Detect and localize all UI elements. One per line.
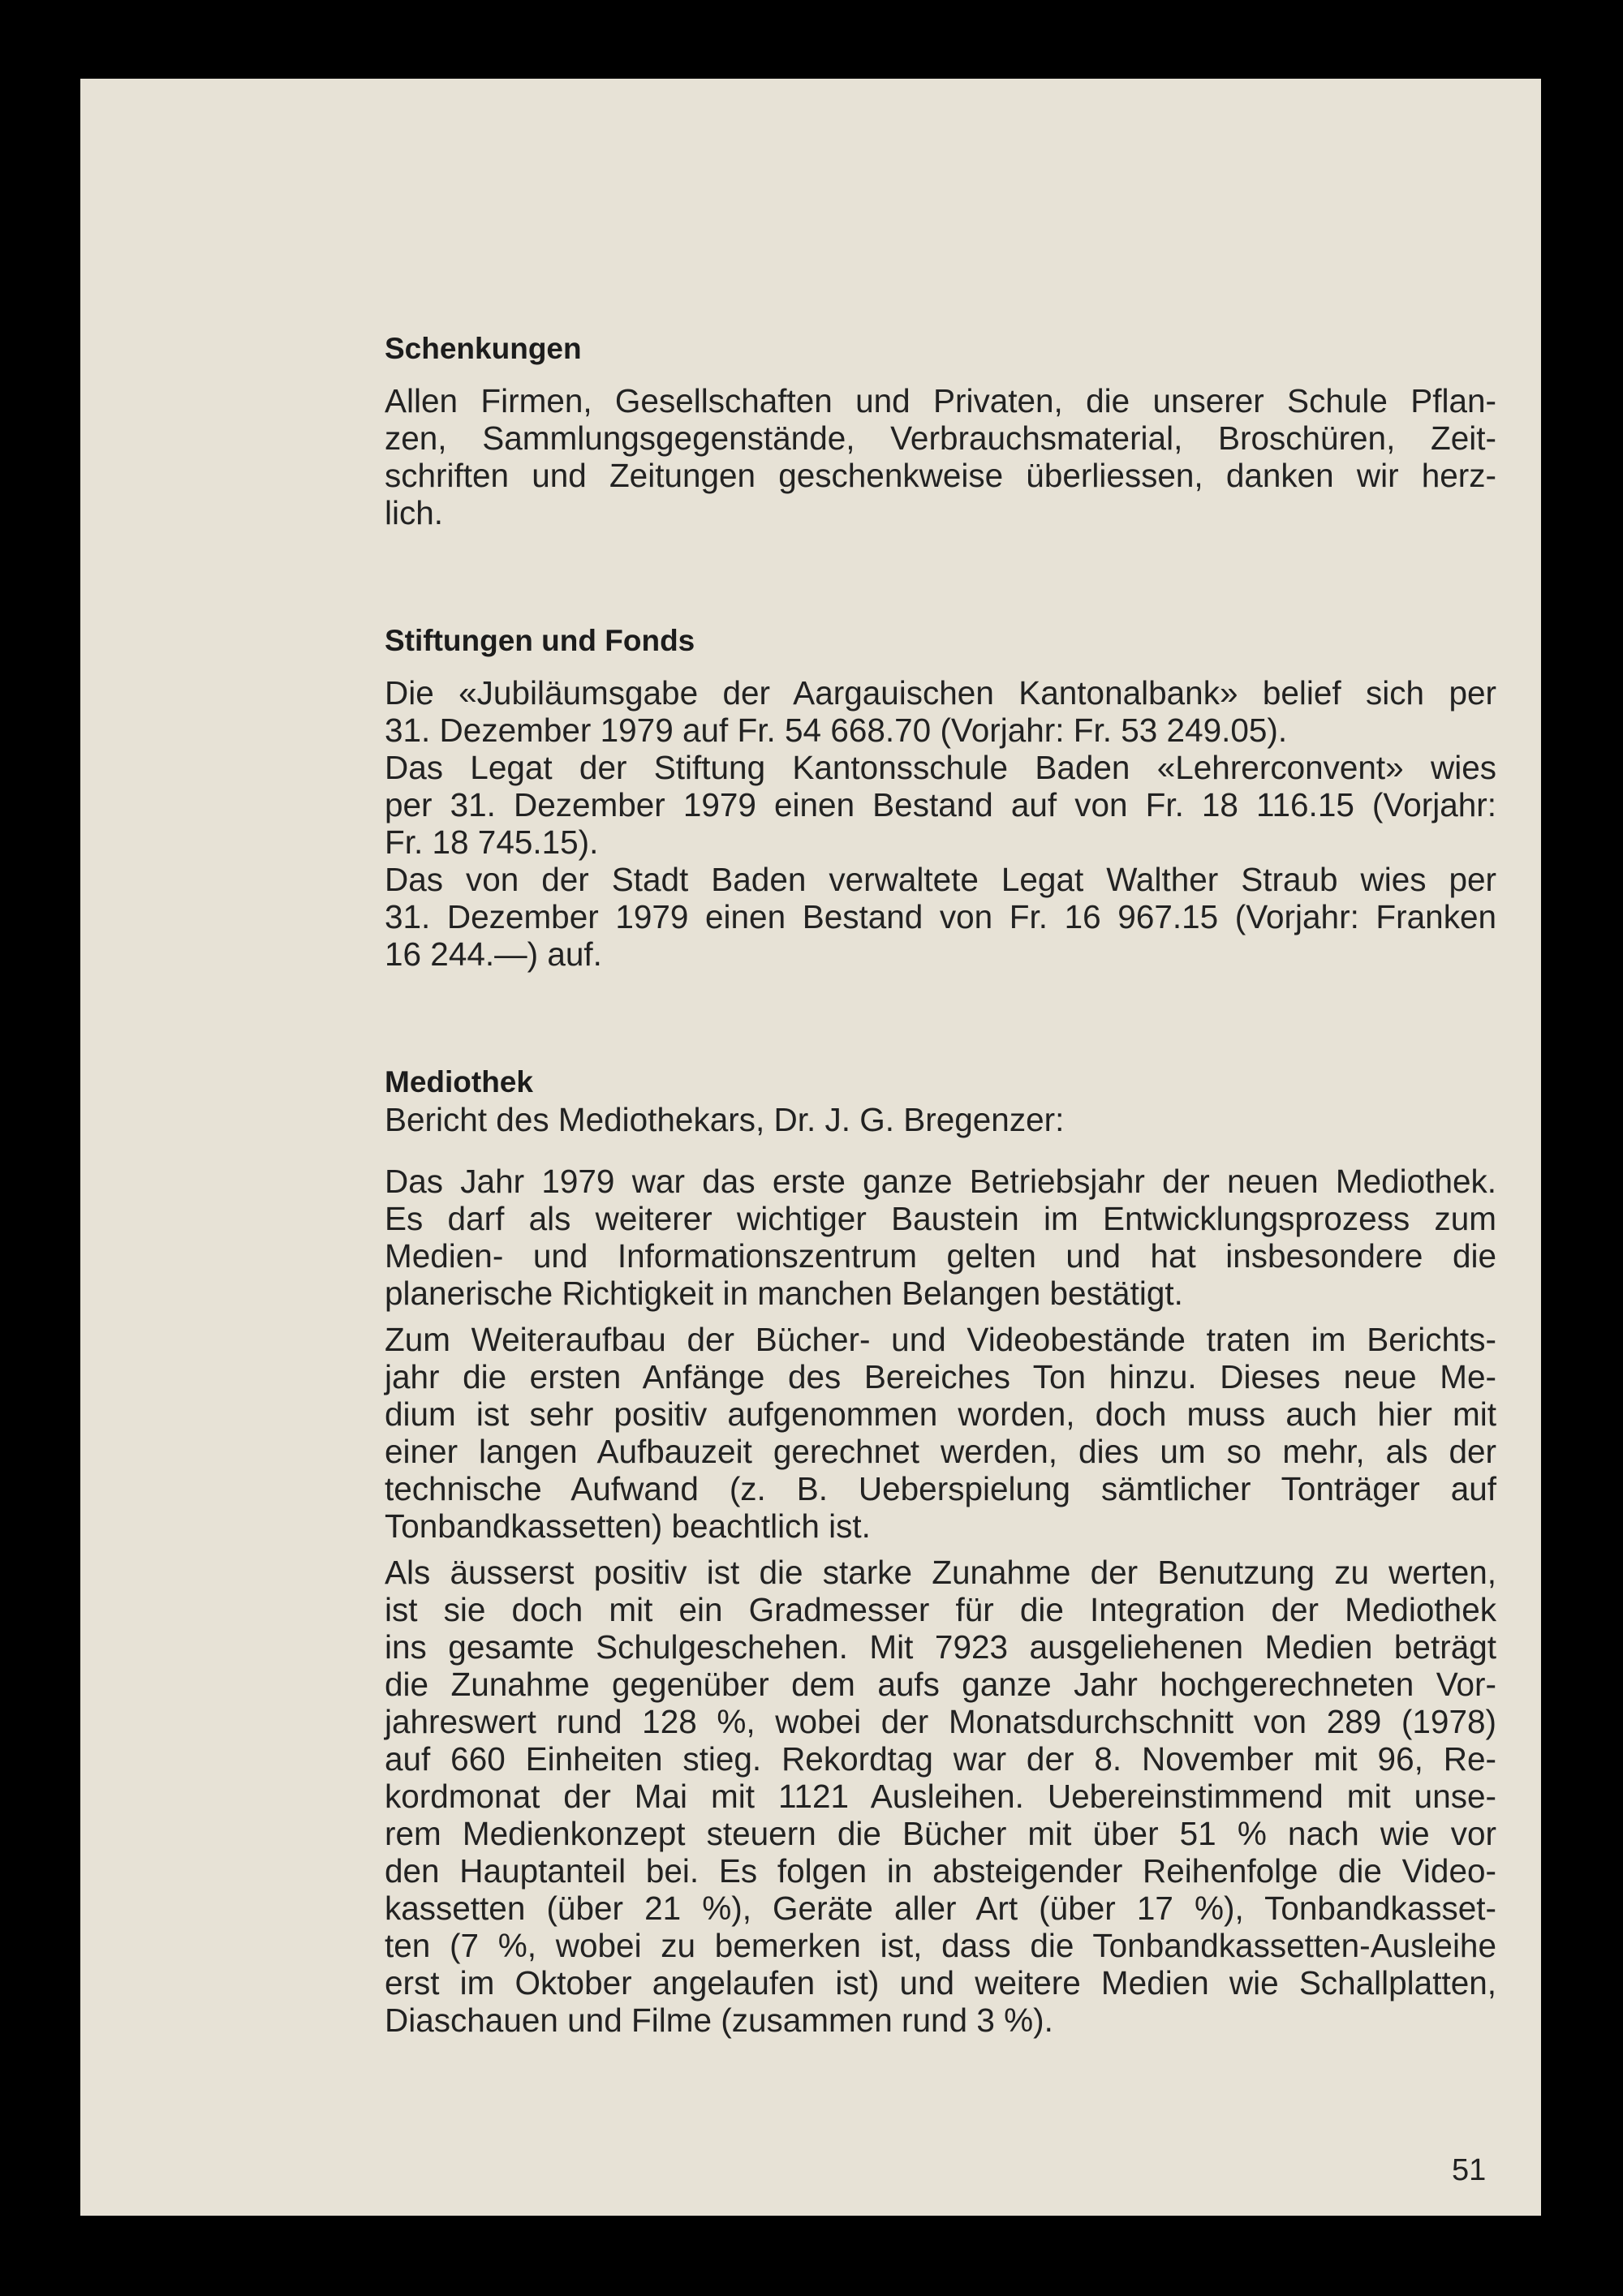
text-line: dium ist sehr positiv aufgenommen worden, doch muss auch hier mit — [385, 1395, 1496, 1433]
text-line: technische Aufwand (z. B. Ueberspielung sämtlicher Tonträger auf — [385, 1470, 1496, 1507]
section-heading-stiftungen: Stiftungen und Fonds — [385, 624, 695, 657]
page-sheet — [80, 79, 1541, 2216]
text-line: jahr die ersten Anfänge des Bereiches Ton hinzu. Dieses neue Me- — [385, 1358, 1496, 1395]
text-line: jahreswert rund 128 %, wobei der Monatsdurchschnitt von 289 (1978) — [385, 1703, 1496, 1740]
stiftungen-paragraph — [385, 674, 1496, 973]
text-line: den Hauptanteil bei. Es folgen in absteigender Reihenfolge die Video- — [385, 1852, 1496, 1890]
text-line: Das Jahr 1979 war das erste ganze Betriebsjahr der neuen Mediothek. — [385, 1163, 1496, 1200]
text-line: Medien- und Informationszentrum gelten und hat insbesondere die — [385, 1237, 1496, 1275]
text-line: rem Medienkonzept steuern die Bücher mit über 51 % nach wie vor — [385, 1815, 1496, 1852]
text-line: erst im Oktober angelaufen ist) und weitere Medien wie Schallplatten, — [385, 1964, 1496, 2001]
section-schenkungen — [385, 330, 1496, 531]
text-line: 16 244.—) auf. — [385, 935, 602, 973]
section-mediothek — [385, 1064, 1496, 2039]
text-line: ten (7 %, wobei zu bemerken ist, dass die Tonbandkassetten-Ausleihe — [385, 1927, 1496, 1964]
mediothek-paragraph-3 — [385, 1554, 1496, 2039]
text-line: auf 660 Einheiten stieg. Rekordtag war der 8. November mit 96, Re- — [385, 1740, 1496, 1778]
mediothek-paragraph-2 — [385, 1321, 1496, 1545]
text-line: Fr. 18 745.15). — [385, 823, 599, 861]
section-heading-mediothek: Mediothek — [385, 1065, 533, 1099]
mediothek-paragraph-1 — [385, 1163, 1496, 1312]
text-line: ist sie doch mit ein Gradmesser für die Integration der Mediothek — [385, 1591, 1496, 1628]
text-line: Diaschauen und Filme (zusammen rund 3 %). — [385, 2001, 1053, 2039]
section-heading-schenkungen: Schenkungen — [385, 332, 582, 365]
text-line: Zum Weiteraufbau der Bücher- und Videobestände traten im Berichts- — [385, 1321, 1496, 1358]
text-line: per 31. Dezember 1979 einen Bestand auf von Fr. 18 116.15 (Vorjahr: — [385, 786, 1496, 823]
text-line: 31. Dezember 1979 auf Fr. 54 668.70 (Vorjahr: Fr. 53 249.05). — [385, 712, 1288, 749]
text-line: Das Legat der Stiftung Kantonsschule Baden «Lehrerconvent» wies — [385, 749, 1496, 786]
text-line: Die «Jubiläumsgabe der Aargauischen Kantonalbank» belief sich per — [385, 674, 1496, 712]
text-line: kassetten (über 21 %), Geräte aller Art (über 17 %), Tonbandkasset- — [385, 1890, 1496, 1927]
schenkungen-paragraph — [385, 382, 1496, 531]
text-line: 31. Dezember 1979 einen Bestand von Fr. 16 967.15 (Vorjahr: Franken — [385, 898, 1496, 935]
text-line: einer langen Aufbauzeit gerechnet werden, dies um so mehr, als der — [385, 1433, 1496, 1470]
text-line: Das von der Stadt Baden verwaltete Legat Walther Straub wies per — [385, 861, 1496, 898]
text-line: ins gesamte Schulgeschehen. Mit 7923 ausgeliehenen Medien beträgt — [385, 1628, 1496, 1666]
text-line: Tonbandkassetten) beachtlich ist. — [385, 1507, 871, 1545]
text-line: Als äusserst positiv ist die starke Zunahme der Benutzung zu werten, — [385, 1554, 1496, 1591]
mediothek-subheading — [385, 1101, 1496, 1138]
text-line: lich. — [385, 494, 444, 531]
text-line: Es darf als weiterer wichtiger Baustein im Entwicklungsprozess zum — [385, 1200, 1496, 1237]
text-line: Bericht des Mediothekars, Dr. J. G. Bregenzer: — [385, 1101, 1065, 1138]
text-line: zen, Sammlungsgegenstände, Verbrauchsmaterial, Broschüren, Zeit- — [385, 419, 1496, 457]
text-line: kordmonat der Mai mit 1121 Ausleihen. Uebereinstimmend mit unse- — [385, 1778, 1496, 1815]
page-number: 51 — [1452, 2153, 1487, 2187]
text-line: schriften und Zeitungen geschenkweise überliessen, danken wir herz- — [385, 457, 1496, 494]
section-stiftungen — [385, 622, 1496, 973]
text-line: planerische Richtigkeit in manchen Belangen bestätigt. — [385, 1275, 1183, 1312]
page-content — [385, 330, 1496, 2039]
text-line: Allen Firmen, Gesellschaften und Privaten, die unserer Schule Pflan- — [385, 382, 1496, 419]
text-line: die Zunahme gegenüber dem aufs ganze Jahr hochgerechneten Vor- — [385, 1666, 1496, 1703]
